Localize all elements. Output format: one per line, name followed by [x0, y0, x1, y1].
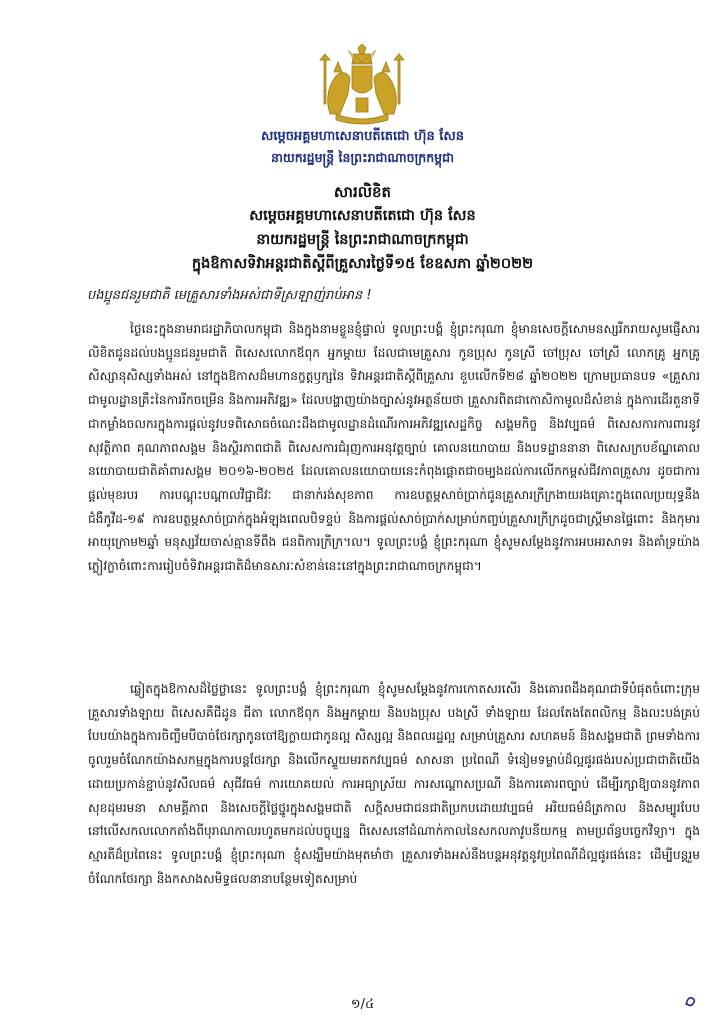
- paragraph-2: ឆ្លៀតក្នុងឱកាសដ៏ថ្លៃថ្លានេះ ទូលព្រះបង្គំ ខ្ញុំព្រះករុណា ខ្ញុំសូមសម្ដែងនូវការកោតសរសើរ និងគោរពដឹងគុណជាទីបំផុតចំពោះក្រុមគ្រួសារទាំងឡាយ ពិសេសគឺជីដូន ជីតា លោកឪពុក និងអ្នកម្ដាយ និងបងប្រុស បងស្រី ទាំងឡាយ ដែលតែងតែពលិកម្ម និងលះបង់គ្រប់បែបយ៉ាងក្នុងការចិញ្ចឹមបីបាច់ថែរក្សាកូនចៅឱ្យក្លាយជាកូនល្អ សិស្សល្អ និងពលរដ្ឋល្អ សម្រាប់គ្រួសារ សហគមន៍ និងសង្គមជាតិ ព្រមទាំងការចូលរួមចំណែកយ៉ាងសកម្មក្នុងការបន្តថែរក្សា និងលើកស្ទួយមរតកវប្បធម៌ សាសនា ប្រពៃណី ទំនៀមទម្លាប់ដ៏ល្អផូរផង់របស់ប្រជាជាតិយើង ដោយប្រកាន់ខ្ជាប់នូវសីលធម៌ សុជីវធម៌ ការយោគយល់ ការអធ្យាស្រ័យ ការសណ្ដោសប្រណី និងការគោរពច្បាប់ ដើម្បីរក្សាឱ្យបាននូវភាពសុខដុមរមនា សាមគ្គីភាព និងសេចក្ដីថ្លៃថ្នូរក្នុងសង្គមជាតិ សក្ដិសមជាជនជាតិប្រកបដោយវប្បធម៌ អរិយធម៌ដ៏ត្រកាល និងសម្បូរបែបនៅលើសកលលោកតាំងពីបុរាណកាលរហូតមកដល់បច្ចុប្បន្ន ពិសេសនៅដំណាក់កាលនៃសកលភាវូបនីយកម្ម តាមប្រព័ន្ធបច្ចេកវិទ្យា។ ក្នុងស្មារតីដ៏ប្រពៃនេះ ទូលព្រះបង្គំ ខ្ញុំព្រះករុណា ខ្ញុំសង្ឃឹមយ៉ាងមុតមាំថា គ្រួសារទាំងអស់នឹងបន្តអនុវត្តនូវប្រពៃណីដ៏ល្អផូរផង់នេះ ដើម្បីបន្តរួមចំណែកថែរក្សា និងកសាងសមិទ្ធផលនានាបន្ថែមទៀតសម្រាប់: [88, 682, 700, 886]
- paragraph-1: ថ្ងៃនេះក្នុងនាមរាជរដ្ឋាភិបាលកម្ពុជា និងក្នុងនាមខ្លួនខ្ញុំផ្ទាល់ ទូលព្រះបង្គំ ខ្ញុំព្រះករុណា ខ្ញុំមានសេចក្ដីសោមនស្សរីករាយសូមផ្ញើសារលិខិតជូនដល់បងប្អូនជនរួមជាតិ ពិសេសលោកឪពុក អ្នកម្ដាយ ដែលជាមេគ្រួសារ កូនប្រុស កូនស្រី ចៅប្រុស ចៅស្រី លោកគ្រូ អ្នកគ្រូ សិស្សានុសិស្សទាំងអស់ នៅក្នុងឱកាសដ៏មហានក្ខត្តឫក្សនៃ ទិវាអន្តរជាតិស្ដីពីគ្រួសារ ខួបលើកទី២៨ ឆ្នាំ២០២២ ក្រោមប្រធានបទ «គ្រួសារជាមូលដ្ឋានគ្រឹះនៃការរីកចម្រើន និងការអភិវឌ្ឍ» ដែលបង្ហាញយ៉ាងច្បាស់នូវអត្ថន័យថា គ្រួសារពិតជាកោសិកាមូលដ៏សំខាន់ ក្នុងការដើរតួនាទីជាកម្លាំងចលករក្នុងការផ្ដល់នូវបទពិសោធចំណេះដឹងជាមូលដ្ឋានដំណើរការអភិវឌ្ឍសេដ្ឋកិច្ច សង្គមកិច្ច និងវប្បធម៌ ពិសេសការការពារនូវសុវត្ថិភាព គុណភាពសង្គម និងស្ថិរភាពជាតិ ពិសេសការជំរុញការអនុវត្តច្បាប់ គោលនយោបាយ និងបទដ្ឋាននានា ពិសេសក្របខ័ណ្ឌគោលនយោបាយជាតិគាំពារសង្គម ២០១៦-២០២៥ ដែលគោលនយោបាយនេះកំពុងផ្ដោតជាចម្បងដល់ការលើកកម្ពស់ជីវភាពគ្រួសារ ដូចជាការផ្ដល់មុខរបរ ការបណ្ដុះបណ្ដាលវិជ្ជាជីវៈ ជានាក់រង់សុខភាព ការឧបត្ថម្ភសាច់ប្រាក់ជូនគ្រួសារក្រីក្រងាយរងគ្រោះក្នុងពេលប្រយុទ្ធនឹងជំងឺកូវីដ-១៩ ការឧបត្ថម្ភសាច់ប្រាក់ក្នុងអំឡុងពេលបិទខ្ទប់ និងការផ្ដល់សាច់ប្រាក់សម្រាប់កញ្ចប់គ្រួសារក្រីក្រដូចជាស្ត្រីមានផ្ទៃពោះ និងកុមារអាយុក្រោម២ឆ្នាំ មនុស្សវ័យចាស់គ្មានទីពឹង ជនពិការក្រីក្រ។ល។ ទូលព្រះបង្គំ ខ្ញុំព្រះករុណា ខ្ញុំសូមសម្ដែងនូវការអបអរសាទរ និងគាំទ្រយ៉ាងភ្លៀវក្លាចំពោះការរៀបចំទិវាអន្តរជាតិដ៏មានសារៈសំខាន់នេះនៅក្នុងព្រះរាជាណាចក្រកម្ពុជា។: [88, 322, 700, 574]
- document-type-title: សារលិខិត: [333, 183, 392, 201]
- occasion-line: ក្នុងឱកាសទិវាអន្តរជាតិស្ដីពីគ្រួសារថ្ងៃទី១៥ ខែឧសភា ឆ្នាំ២០២២: [191, 256, 534, 272]
- header-name-line: សម្ដេចអគ្គមហាសេនាបតីតេជោ ហ៊ុន សែន: [261, 129, 464, 144]
- initial-mark-icon: [684, 994, 698, 1008]
- royal-coat-of-arms-icon: [318, 44, 406, 126]
- greeting: បងប្អូនជនរួមជាតិ មេគ្រួសារទាំងអស់ជាទីស្រឡាញ់រាប់អាន !: [87, 288, 372, 303]
- header-title-line: នាយករដ្ឋមន្ត្រី នៃព្រះរាជាណាចក្រកម្ពុជា: [270, 150, 455, 165]
- sender-position: នាយករដ្ឋមន្ត្រី នៃព្រះរាជាណាចក្រកម្ពុជា: [256, 232, 469, 248]
- page-number: ១/៤: [350, 997, 375, 1012]
- sender-name: សម្ដេចអគ្គមហាសេនាបតីតេជោ ហ៊ុន សែន: [249, 208, 476, 224]
